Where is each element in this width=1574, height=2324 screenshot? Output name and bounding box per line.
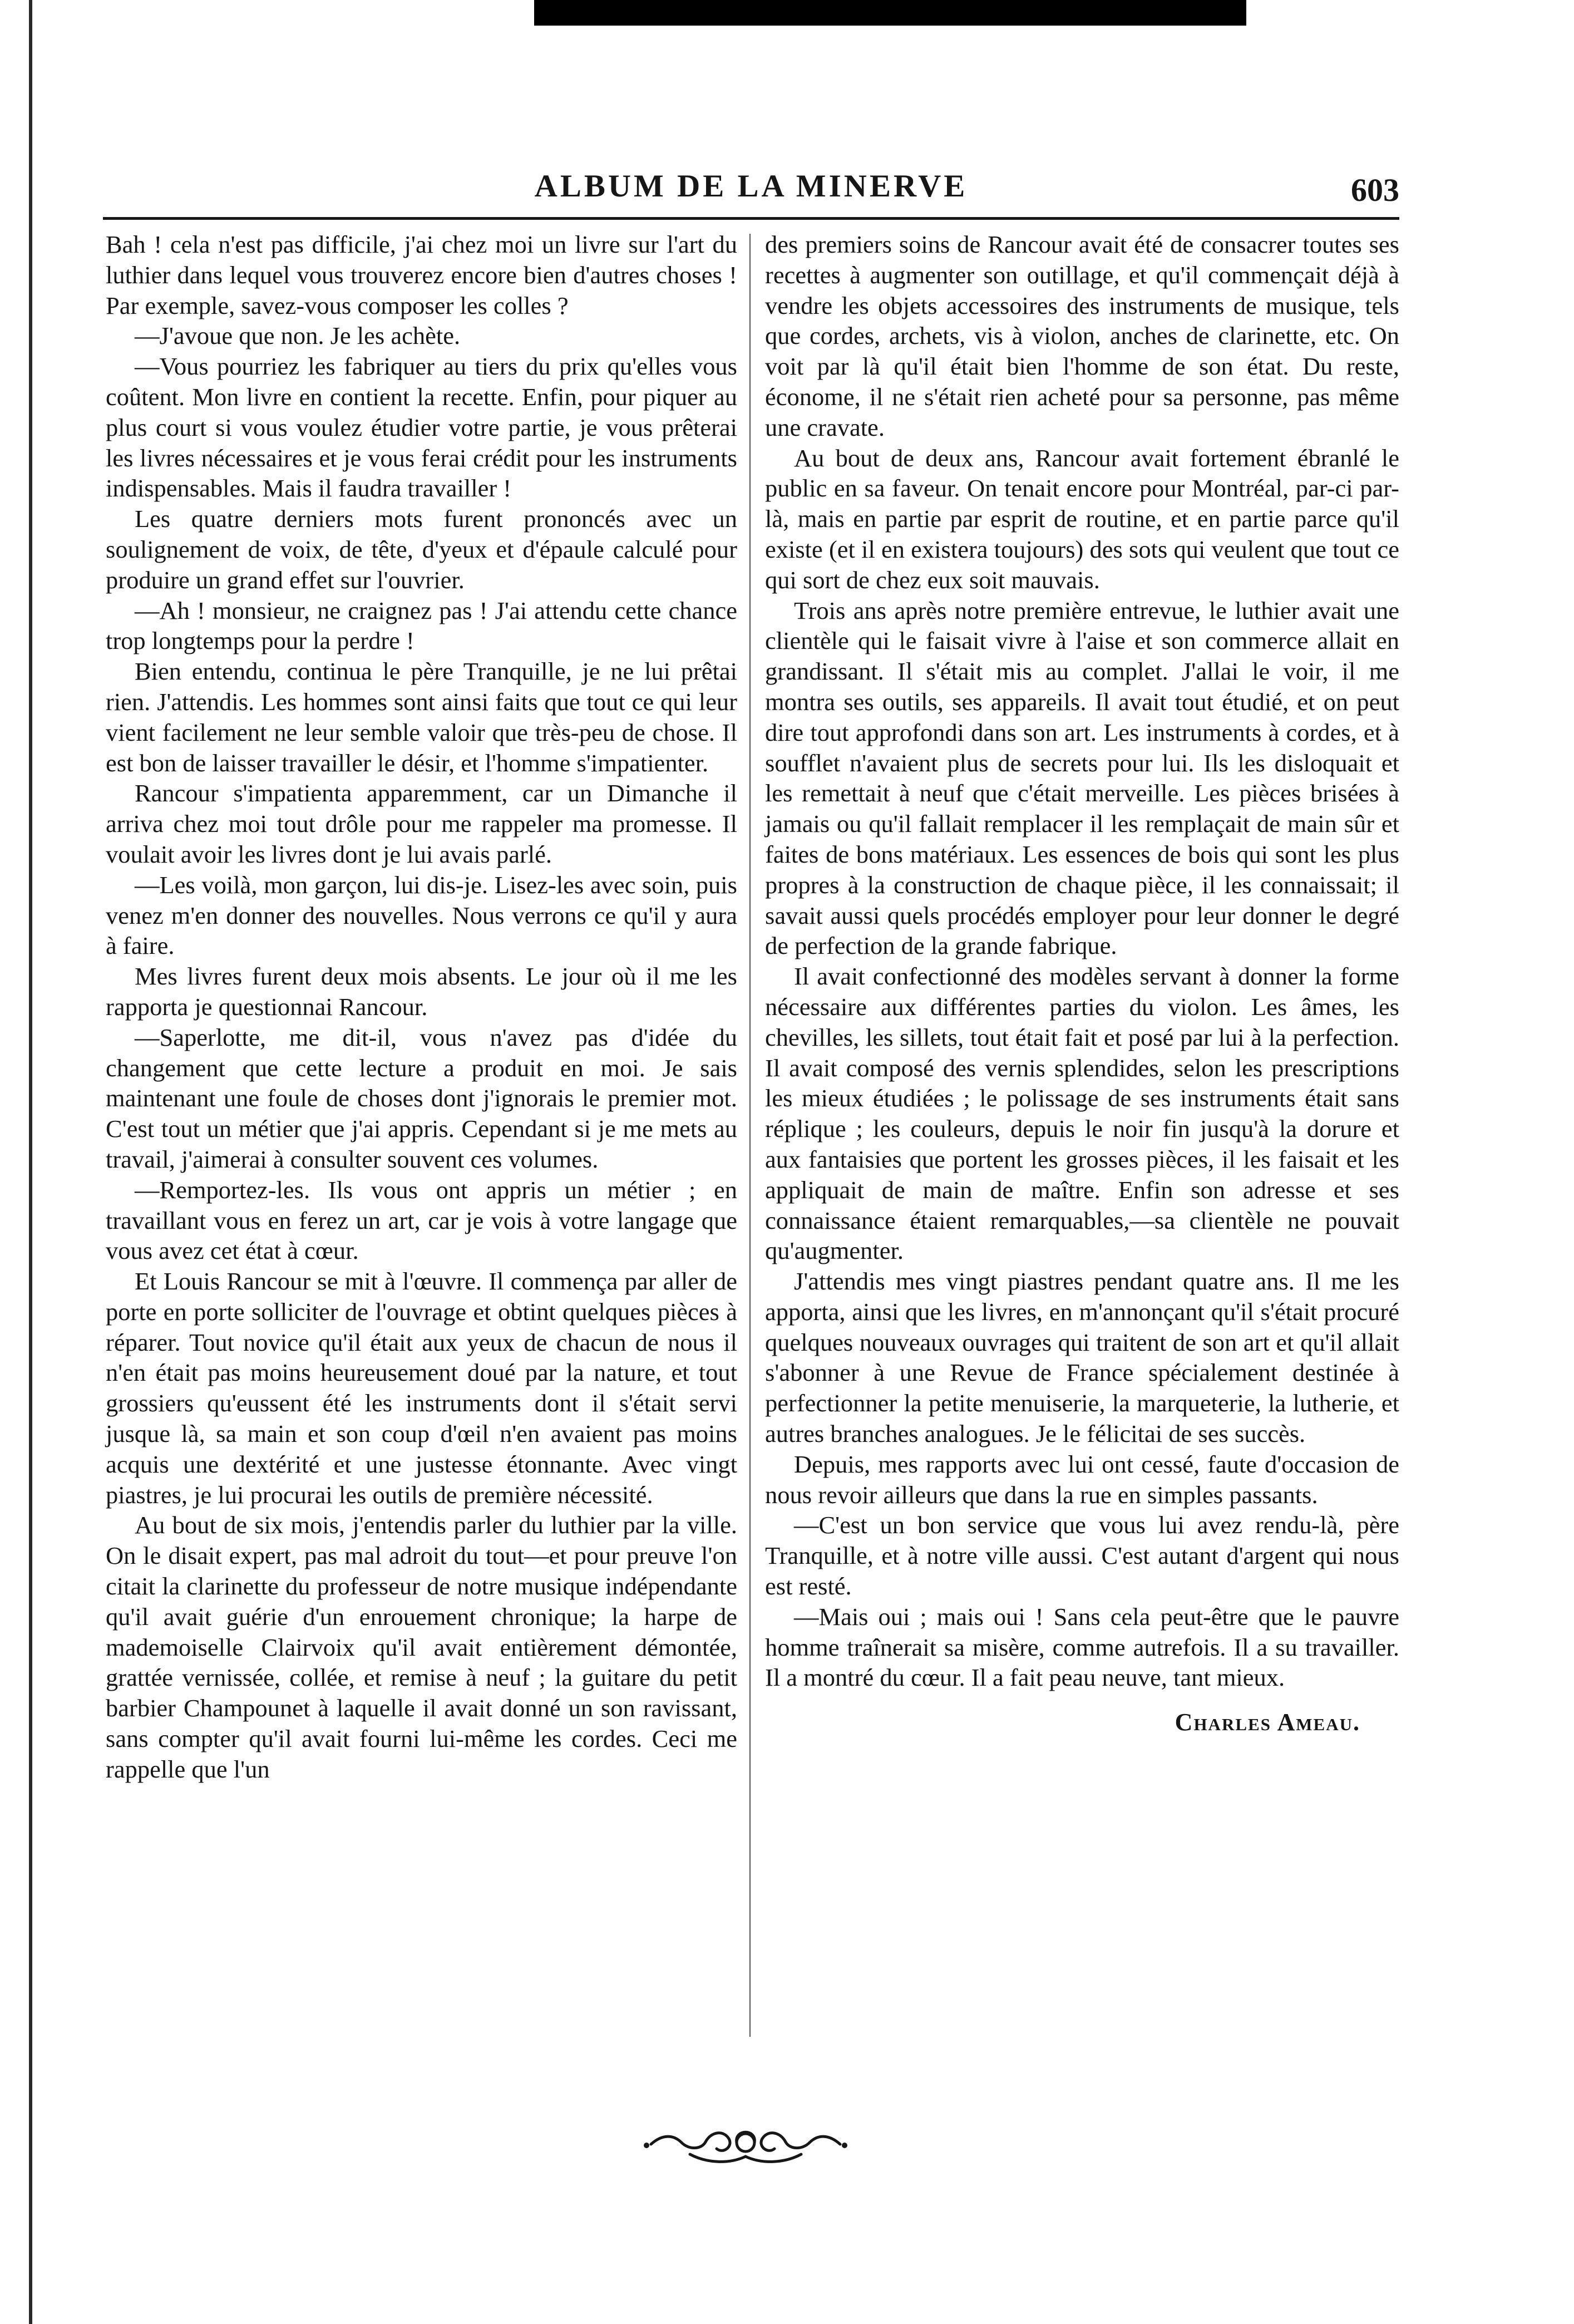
- paragraph: —C'est un bon service que vous lui avez rendu-là, père Tranquille, et à notre ville aussi. C'est autant d'argent qui nous est resté.: [765, 1511, 1399, 1601]
- paragraph: Au bout de deux ans, Rancour avait fortement ébranlé le public en sa faveur. On tenait encore pour Montréal, par-ci par-là, mais en partie par esprit de routine, et en partie parce qu'il existe (et il en existera toujours) des sots qui veulent que tout ce qui sort de chez eux soit mauvais.: [765, 444, 1399, 594]
- paragraph: Il avait confectionné des modèles servant à donner la forme nécessaire aux différentes parties du violon. Les âmes, les chevilles, les sillets, tout était fait et posé par lui à la perfection. Il avait composé des vernis splendides, selon les prescriptions les mieux étudiées ; le polissage de ses instruments était sans réplique ; les couleurs, depuis le noir fin jusqu'à la dorure et aux fantaisies que portent les grosses pièces, il les faisait et les appliquait de main de maître. Enfin son adresse et ses connaissance étaient remarquables,—sa clientèle ne pouvait qu'augmenter.: [765, 962, 1399, 1265]
- paragraph: des premiers soins de Rancour avait été de consacrer toutes ses recettes à augmenter son outillage, et qu'il commençait déjà à vendre les objets accessoires des instruments de musique, tels que cordes, archets, vis à violon, anches de clarinette, etc. On voit par là qu'il était bien l'homme de son état. Du reste, économe, il ne s'était rien acheté pour sa personne, pas même une cravate.: [765, 230, 1399, 441]
- journal-title: ALBUM DE LA MINERVE: [534, 169, 968, 204]
- paragraph: Bien entendu, continua le père Tranquille, je ne lui prêtai rien. J'attendis. Les hommes sont ainsi faits que tout ce qui leur vient facilement ne leur semble valoir que très-peu de chose. Il est bon de laisser travailler le désir, et l'homme s'impatienter.: [106, 657, 737, 777]
- paragraph: —J'avoue que non. Je les achète.: [135, 322, 461, 350]
- paragraph: —Vous pourriez les fabriquer au tiers du prix qu'elles vous coûtent. Mon livre en contient la recette. Enfin, pour piquer au plus court si vous voulez étudier votre partie, je vous prêterai les livres nécessaires et je vous ferai crédit pour les instruments indispensables. Mais il faudra travailler !: [106, 352, 737, 503]
- paragraph: —Ah ! monsieur, ne craignez pas ! J'ai attendu cette chance trop longtemps pour la perdre !: [106, 596, 737, 655]
- page-number: 603: [1351, 172, 1399, 208]
- running-head: [103, 168, 1399, 218]
- paragraph: —Remportez-les. Ils vous ont appris un métier ; en travaillant vous en ferez un art, car je vois à votre langage que vous avez cet état à cœur.: [106, 1175, 737, 1265]
- header-rule: [103, 217, 1399, 220]
- paragraph: Au bout de six mois, j'entendis parler du luthier par la ville. On le disait expert, pas mal adroit du tout—et pour preuve l'on citait la clarinette du professeur de notre musique indépendante qu'il avait guérie d'un enrouement chronique; la harpe de mademoiselle Clairvoix qu'il avait entièrement démontée, grattée vernissée, collée, et remise à neuf ; la guitare du petit barbier Champounet à laquelle il avait donné un son ravissant, sans compter qu'il avait fourni lui-même les cordes. Ceci me rappelle que l'un: [106, 1511, 737, 1783]
- paragraph: Bah ! cela n'est pas difficile, j'ai chez moi un livre sur l'art du luthier dans lequel vous trouverez encore bien d'autres choses ! Par exemple, savez-vous composer les colles ?: [106, 230, 737, 319]
- tailpiece-ornament-icon: [640, 2118, 851, 2168]
- paragraph: Mes livres furent deux mois absents. Le jour où il me les rapporta je questionnai Rancour.: [106, 962, 737, 1021]
- paragraph: Rancour s'impatienta apparemment, car un Dimanche il arriva chez moi tout drôle pour me rappeler ma promesse. Il voulait avoir les livres dont je lui avais parlé.: [106, 779, 737, 868]
- paragraph: Les quatre derniers mots furent prononcés avec un soulignement de voix, de tête, d'yeux et d'épaule calculé pour produire un grand effet sur l'ouvrier.: [106, 505, 737, 594]
- paragraph: Depuis, mes rapports avec lui ont cessé, faute d'occasion de nous revoir ailleurs que dans la rue en simples passants.: [765, 1450, 1399, 1509]
- paragraph: Trois ans après notre première entrevue, le luthier avait une clientèle qui le faisait vivre à l'aise et son commerce allait en grandissant. Il s'était mis au complet. J'allai le voir, il me montra ses outils, ses appareils. Il avait tout étudié, et on peut dire tout approfondi dans son art. Les instruments à cordes, et à soufflet n'avaient plus de secrets pour lui. Ils les disloquait et les remettait à neuf que c'était merveille. Les pièces brisées à jamais ou qu'il fallait remplacer il les remplaçait de main sûr et faites de bons matériaux. Les essences de bois qui sont les plus propres à la construction de chaque pièce, il les connaissait; il savait aussi quels procédés employer pour leur donner le degré de perfection de la grande fabrique.: [765, 596, 1399, 960]
- paragraph: —Les voilà, mon garçon, lui dis-je. Lisez-les avec soin, puis venez m'en donner des nouvelles. Nous verrons ce qu'il y aura à faire.: [106, 870, 737, 960]
- paragraph: —Saperlotte, me dit-il, vous n'avez pas d'idée du changement que cette lecture a produit en moi. Je sais maintenant une foule de choses dont j'ignorais le premier mot. C'est tout un métier que j'ai appris. Cependant si je me mets au travail, j'aimerai à consulter souvent ces volumes.: [106, 1023, 737, 1173]
- paragraph: J'attendis mes vingt piastres pendant quatre ans. Il me les apporta, ainsi que les livres, en m'annonçant qu'il s'était procuré quelques nouveaux ouvrages qui traitent de son art et qu'il allait s'abonner à une Revue de France spécialement destinée à perfectionner la petite menuiserie, la marqueterie, la lutherie, et autres branches analogues. Je le félicitai de ses succès.: [765, 1267, 1399, 1448]
- column-divider: [749, 234, 751, 2037]
- left-column: [106, 229, 737, 2066]
- paragraph: —Mais oui ; mais oui ! Sans cela peut-être que le pauvre homme traînerait sa misère, comme autrefois. Il a su travailler. Il a montré du cœur. Il a fait peau neuve, tant mieux.: [765, 1602, 1399, 1692]
- paragraph: Et Louis Rancour se mit à l'œuvre. Il commença par aller de porte en porte solliciter de l'ouvrage et obtint quelques pièces à réparer. Tout novice qu'il était aux yeux de chacun de nous il n'en était pas moins heureusement doué par la nature, et tout grossiers qu'eussent été les instruments dont il s'était servi jusque là, sa main et son coup d'œil n'en avaient pas moins acquis une dextérité et une justesse étonnante. Avec vingt piastres, je lui procurai les outils de première nécessité.: [106, 1267, 737, 1509]
- author-signature: Charles Ameau.: [1175, 1708, 1360, 1736]
- right-column: [765, 229, 1399, 2066]
